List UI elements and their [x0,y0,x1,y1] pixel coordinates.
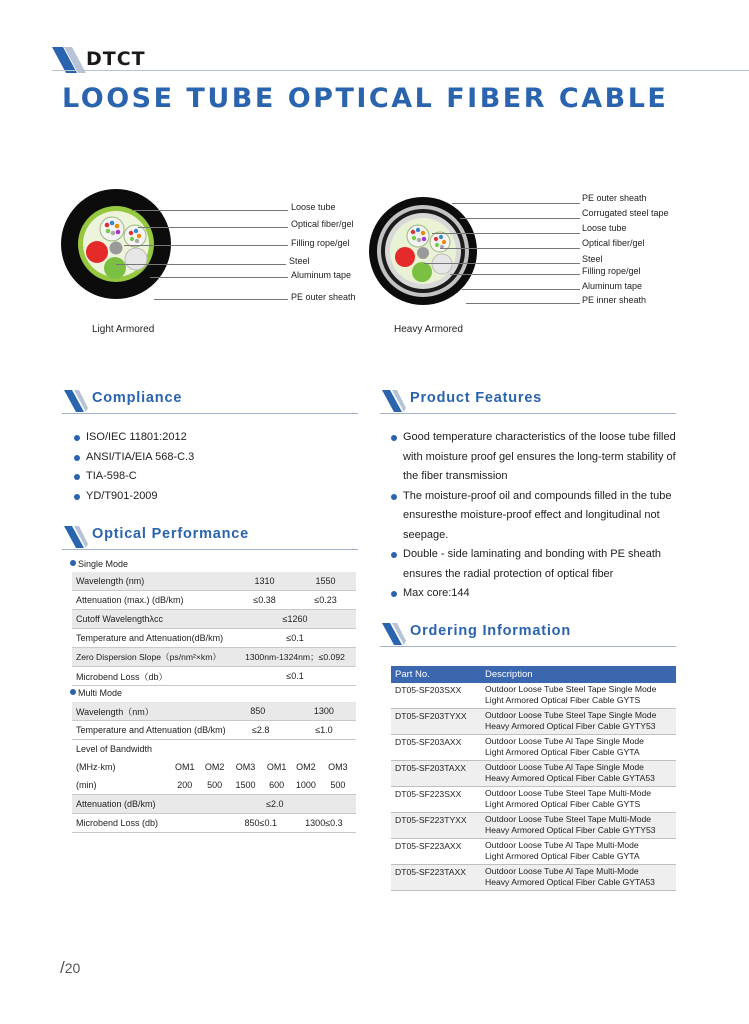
light-armored-cross-section [60,188,172,308]
table-row: Temperature and Attenuation(dB/km) ≤0.1 [72,629,356,648]
section-stripes-icon [62,390,88,412]
table-row: Microbend Loss (db) 850≤0.1 1300≤0.3 [72,814,356,833]
optical-performance-title: Optical Performance [92,526,250,542]
light-label-aluminum-tape: Aluminum tape [291,270,352,280]
table-row: Attenuation (max.) (dB/km) ≤0.38 ≤0.23 [72,591,356,610]
multi-mode-subheading: Multi Mode [70,688,122,698]
loose-tube-2 [430,232,450,252]
light-armored-caption: Light Armored [92,324,155,335]
slash-divider-icon: / [60,958,65,977]
light-label-loose-tube: Loose tube [291,202,336,212]
compliance-item: YD/T901-2009 [74,487,354,507]
heavy-label-loose-tube: Loose tube [582,223,627,233]
bullet-dot-icon [70,560,76,566]
table-row: DT05-SF203TYXX Outdoor Loose Tube Steel Tape Single Mode Heavy Armored Optical Fiber Cable GYTY53 [391,709,676,735]
multi-mode-table [72,702,356,833]
table-row: DT05-SF203TAXX Outdoor Loose Tube Al Tape Single Mode Heavy Armored Optical Fiber Cable GYTA53 [391,761,676,787]
table-row: DT05-SF223TAXX Outdoor Loose Tube Al Tape Multi-Mode Heavy Armored Optical Fiber Cable GYTA53 [391,865,676,891]
table-row: DT05-SF223TYXX Outdoor Loose Tube Steel Tape Multi-Mode Heavy Armored Optical Fiber Cable GYTY53 [391,813,676,839]
heavy-label-corrugated-steel-tape: Corrugated steel tape [582,208,669,218]
light-label-optical-fiber: Optical fiber/gel [291,219,354,229]
table-row: Wavelength（nm） 850 1300 [72,702,356,721]
loose-tube-1 [100,217,124,241]
product-features-heading [380,390,676,414]
table-row: (min) 200 500 1500 600 1000 500 [72,776,356,795]
single-mode-table [72,572,356,686]
steel-member [417,247,429,259]
feature-item: Double - side laminating and bonding with PE sheath ensures the radial protection of optical fiber [391,545,681,584]
single-mode-subheading: Single Mode [70,559,128,569]
section-stripes-icon [380,390,406,412]
heavy-armored-caption: Heavy Armored [394,324,463,335]
page-title: LOOSE TUBE OPTICAL FIBER CABLE [62,83,669,114]
light-label-filling-rope: Filling rope/gel [291,238,350,248]
page-number: /20 [60,958,81,977]
green-filler [104,257,126,279]
table-row: (MHz·km) OM1 OM2 OM3 OM1 OM2 OM3 [76,762,348,772]
heavy-label-filling-rope: Filling rope/gel [582,266,641,276]
table-row: DT05-SF223SXX Outdoor Loose Tube Steel Tape Multi-Mode Light Armored Optical Fiber Cable GYTS [391,787,676,813]
table-row: Attenuation (dB/km) ≤2.0 [72,795,356,814]
bullet-dot-icon [70,689,76,695]
header-rule [52,70,749,71]
table-row: Temperature and Attenuation (dB/km) ≤2.8 ≤1.0 [72,721,356,740]
white-filler [125,248,147,270]
ordering-information-title: Ordering Information [410,623,571,639]
heavy-label-pe-inner-sheath: PE inner sheath [582,295,647,305]
table-row: Microbend Loss（db） ≤0.1 [72,667,356,686]
logo-text: DTCT [86,48,146,70]
table-row: DT05-SF203AXX Outdoor Loose Tube Al Tape Single Mode Light Armored Optical Fiber Cable GYTA [391,735,676,761]
table-row: Wavelength (nm) 1310 1550 [72,572,356,591]
table-header-row: Part No. Description [391,666,676,683]
red-filler [395,247,415,267]
product-features-title: Product Features [410,390,543,406]
table-row: Zero Dispersion Slope（ps/nm²×km） 1300nm-1324nm；≤0.092 [72,648,356,667]
compliance-title: Compliance [92,390,183,406]
table-row: DT05-SF203SXX Outdoor Loose Tube Steel Tape Single Mode Light Armored Optical Fiber Cable GYTS [391,683,676,709]
table-row: Cutoff Wavelengthλcc ≤1260 [72,610,356,629]
table-row: Level of Bandwidth [76,744,153,754]
ordering-table [391,666,676,891]
ordering-information-heading [380,623,676,647]
optical-performance-heading [62,526,358,550]
light-label-steel: Steel [289,256,310,266]
loose-tube-2 [124,225,146,247]
heavy-label-optical-fiber: Optical fiber/gel [582,238,645,248]
compliance-item: TIA-598-C [74,467,354,487]
green-filler [412,262,432,282]
compliance-heading [62,390,358,414]
heavy-label-steel: Steel [582,254,603,264]
heavy-armored-cross-section [368,195,478,309]
steel-member [110,242,123,255]
compliance-list [74,428,354,506]
feature-item: The moisture-proof oil and compounds filled in the tube ensuresthe moisture-proof effect and longitudinal not seepage. [391,487,681,546]
white-filler [432,254,452,274]
heavy-label-aluminum-tape: Aluminum tape [582,281,643,291]
feature-item: Max core:144 [391,584,681,604]
section-stripes-icon [62,526,88,548]
compliance-item: ANSI/TIA/EIA 568-C.3 [74,448,354,468]
compliance-item: ISO/IEC 11801:2012 [74,428,354,448]
red-filler [86,241,108,263]
section-stripes-icon [380,623,406,645]
heavy-label-pe-outer-sheath: PE outer sheath [582,193,647,203]
light-label-pe-outer-sheath: PE outer sheath [291,292,356,302]
table-row: DT05-SF223AXX Outdoor Loose Tube Al Tape Multi-Mode Light Armored Optical Fiber Cable GYTA [391,839,676,865]
feature-item: Good temperature characteristics of the loose tube filled with moisture proof gel ensures the long-term stability of the fiber transmission [391,428,681,487]
features-list [391,428,681,604]
